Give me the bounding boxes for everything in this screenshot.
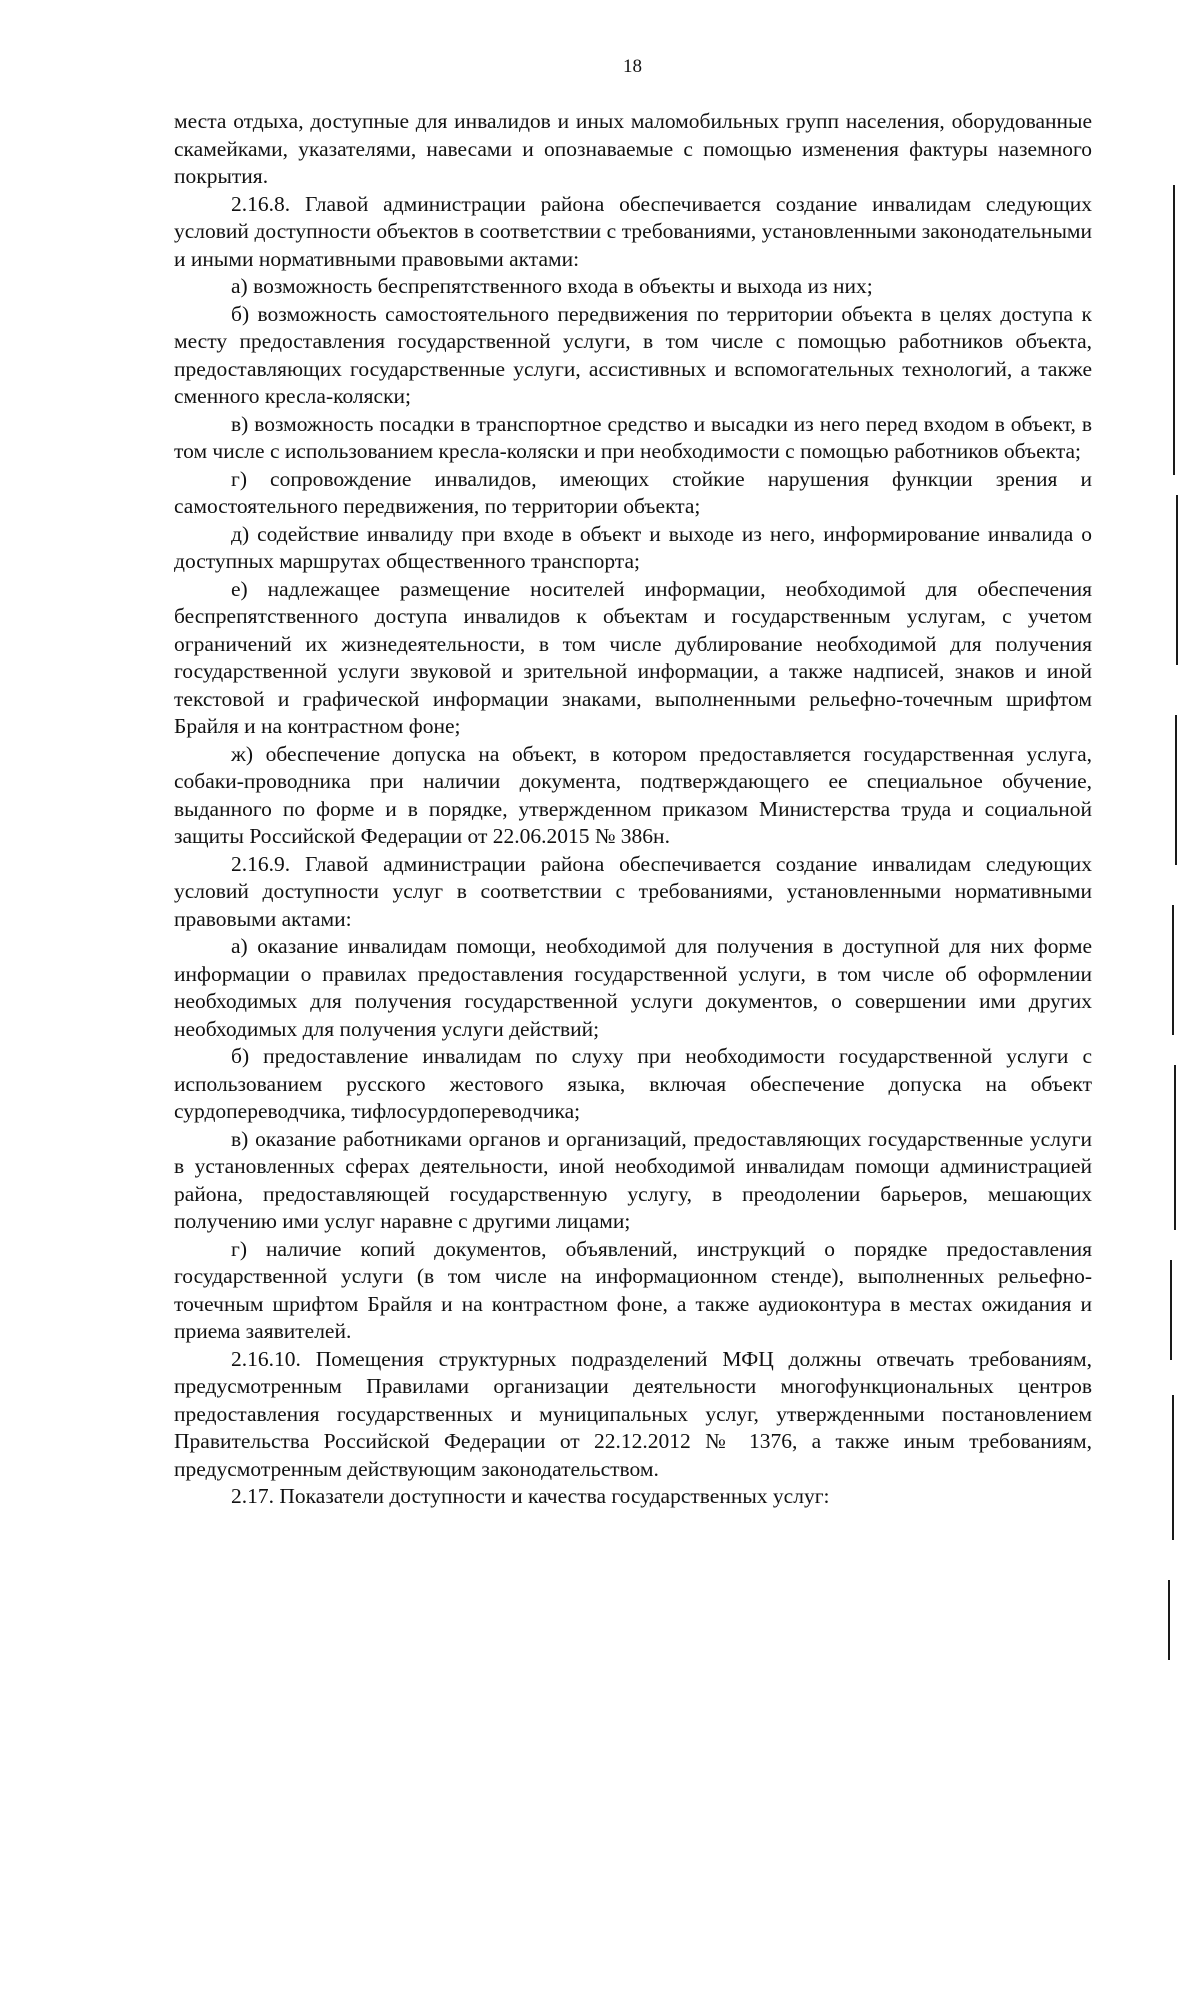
list-item-a: а) оказание инвалидам помощи, необходимой для получения в доступной для них форме информации о правилах предоставления государственной услуги, в том числе об оформлении необходимых для получения государственной услуги документов, о совершении ими других необходимых для получения услуги действий; [174,934,1092,1041]
list-item-d: д) содействие инвалиду при входе в объект и выходе из него, информирование инвалида о доступных маршрутах общественного транспорта; [174,521,1092,573]
list-item-a: а) возможность беспрепятственного входа в объекты и выхода из них; [231,274,873,298]
scan-margin-line [1172,905,1174,1035]
list-item-b: б) возможность самостоятельного передвижения по территории объекта в целях доступа к месту предоставления государственной услуги, в том числе с помощью работников объекта, предоставляющих государственные услуги, ассистивных и вспомогательных технологий, а также сменного кресла-коляски; [174,301,1092,408]
paragraph-2-17: 2.17. Показатели доступности и качества государственных услуг: [231,1484,830,1508]
scan-margin-line [1174,1065,1176,1230]
list-item-v: в) возможность посадки в транспортное средство и высадки из него перед входом в объект, в том числе с использованием кресла-коляски и при необходимости с помощью работников объекта; [174,411,1092,463]
scan-margin-line [1168,1580,1170,1660]
list-item-g: г) наличие копий документов, объявлений, инструкций о порядке предоставления государственной услуги (в том числе на информационном стенде), выполненных рельефно-точечным шрифтом Брайля и на контрастном фоне, а также аудиоконтура в местах ожидания и приема заявителей. [174,1236,1092,1343]
paragraph-2-16-10: 2.16.10. Помещения структурных подразделений МФЦ должны отвечать требованиям, предусмотренным Правилами организации деятельности многофункциональных центров предоставления государственных и муниципальных услуг, утвержденными постановлением Правительства Российской Федерации от 22.12.2012 № 1376, а также иным требованиям, предусмотренным действующим законодательством. [174,1346,1092,1481]
scan-margin-line [1176,495,1178,665]
scan-margin-line [1173,185,1175,475]
scan-margin-line [1172,1395,1174,1540]
document-body [174,108,1092,1511]
paragraph-continuation: места отдыха, доступные для инвалидов и иных маломобильных групп населения, оборудованные скамейками, указателями, навесами и опознаваемые с помощью изменения фактуры наземного покрытия. [174,109,1092,188]
scan-margin-line [1175,715,1177,865]
list-item-e: е) надлежащее размещение носителей информации, необходимой для обеспечения беспрепятственного доступа инвалидов к объектам и государственным услугам, с учетом ограничений их жизнедеятельности, в том числе дублирование необходимой для получения государственной услуги звуковой и зрительной информации, а также надписей, знаков и иной текстовой и графической информации знаками, выполненными рельефно-точечным шрифтом Брайля и на контрастном фоне; [174,576,1092,738]
list-item-v: в) оказание работниками органов и организаций, предоставляющих государственные услуги в установленных сферах деятельности, иной необходимой инвалидам помощи администрацией района, предоставляющей государственную услугу, в преодолении барьеров, мешающих получению ими услуг наравне с другими лицами; [174,1126,1092,1233]
paragraph-2-16-8: 2.16.8. Главой администрации района обеспечивается создание инвалидам следующих условий доступности объектов в соответствии с требованиями, установленными законодательными и иными нормативными правовыми актами: [174,191,1092,271]
list-item-zh: ж) обеспечение допуска на объект, в котором предоставляется государственная услуга, собаки-проводника при наличии документа, подтверждающего ее специальное обучение, выданного по форме и в порядке, утвержденном приказом Министерства труда и социальной защиты Российской Федерации от 22.06.2015 № 386н. [174,741,1092,848]
scan-margin-line [1170,1260,1172,1360]
page-number: 18 [623,56,642,77]
list-item-b: б) предоставление инвалидам по слуху при необходимости государственной услуги с использованием русского жестового языка, включая обеспечение допуска на объект сурдопереводчика, тифлосурдопереводчика; [174,1044,1092,1123]
paragraph-2-16-9: 2.16.9. Главой администрации района обеспечивается создание инвалидам следующих условий доступности услуг в соответствии с требованиями, установленными нормативными правовыми актами: [174,851,1092,931]
list-item-g: г) сопровождение инвалидов, имеющих стойкие нарушения функции зрения и самостоятельного передвижения, по территории объекта; [174,466,1092,518]
